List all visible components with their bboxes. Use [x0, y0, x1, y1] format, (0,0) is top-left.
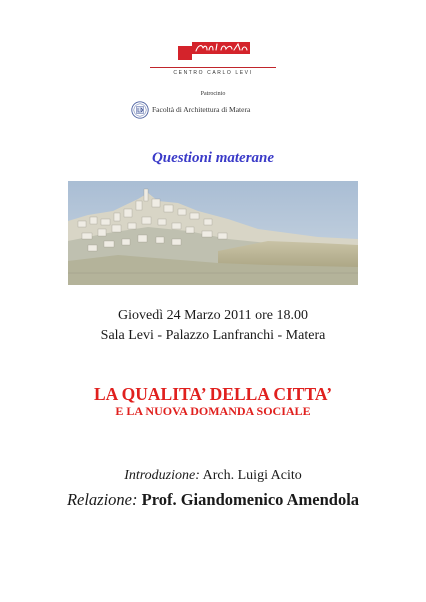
event-venue: Sala Levi - Palazzo Lanfranchi - Matera: [100, 328, 326, 343]
introduction-label: Introduzione:: [124, 468, 200, 483]
faculty-name: Facoltà di Architettura di Matera: [152, 105, 251, 114]
event-title-line-1: LA QUALITA’ DELLA CITTA’: [93, 384, 333, 404]
patronage-label: Patrocinio: [200, 91, 226, 97]
introduction-speaker: Arch. Luigi Acito: [202, 468, 302, 483]
logo-subtitle: CENTRO CARLO LEVI: [150, 67, 276, 76]
talk-label: Relazione:: [66, 490, 138, 509]
series-title: Questioni materane: [151, 150, 275, 166]
talk-speaker: Prof. Giandomenico Amendola: [141, 490, 360, 509]
university-seal-icon: [131, 101, 149, 119]
matera-panorama-photo: [68, 181, 358, 285]
event-date-time: Giovedì 24 Marzo 2011 ore 18.00: [118, 308, 308, 323]
centro-carlo-levi-logo: [176, 32, 250, 66]
event-title-line-2: E LA NUOVA DOMANDA SOCIALE: [115, 404, 311, 418]
talk-line: [0, 490, 426, 510]
introduction-line: [0, 468, 426, 484]
